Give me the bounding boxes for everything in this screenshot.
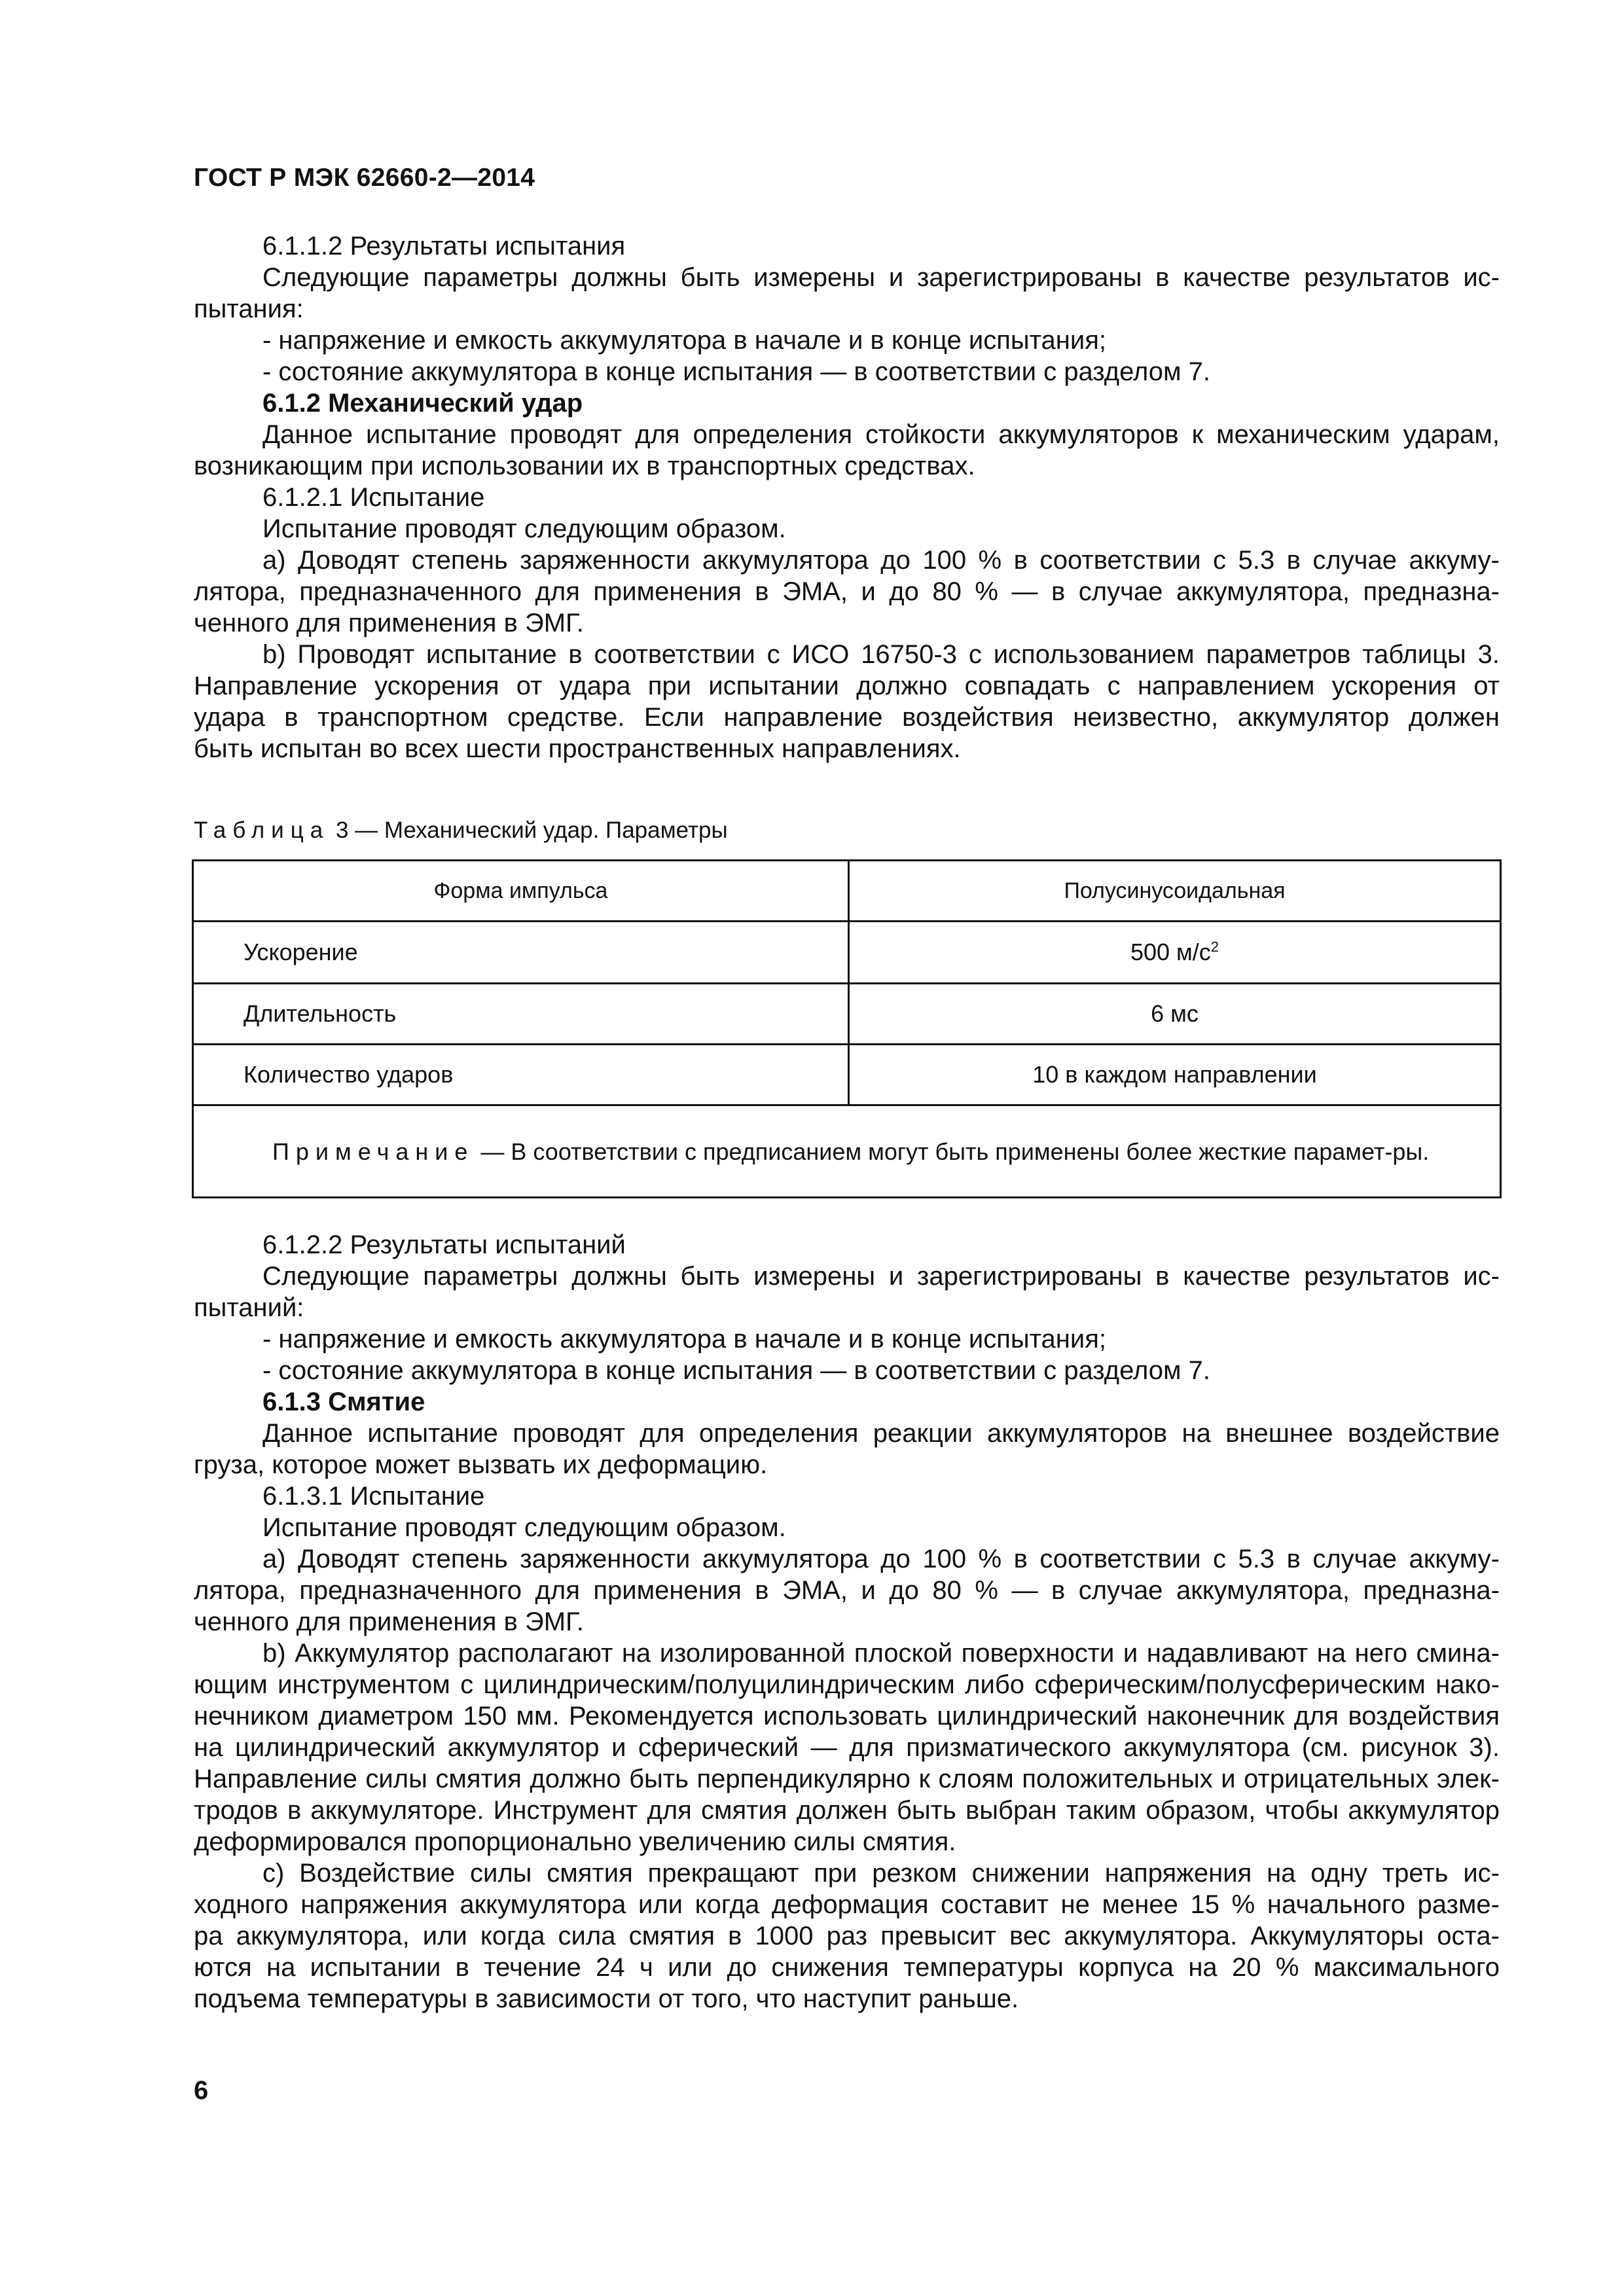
table-cell-label: Длительность: [193, 984, 849, 1045]
document-header: ГОСТ Р МЭК 62660-2—2014: [194, 164, 535, 192]
table-cell-label: Количество ударов: [193, 1045, 849, 1105]
list-item-a-continuation: ченного для применения в ЭМГ.: [194, 1607, 584, 1636]
list-item-b-continuation: ющим инструментом с цилиндрическим/полуцилиндрическим либо сферическим/полусферическим нако-: [194, 1670, 1500, 1699]
paragraph: Испытание проводят следующим образом.: [262, 514, 786, 543]
subsection-heading: 6.1.1.2 Результаты испытания: [262, 232, 626, 260]
paragraph: Следующие параметры должны быть измерены и зарегистрированы в качестве результатов ис-: [262, 1262, 1500, 1291]
list-item-c: c) Воздействие силы смятия прекращают при резком снижении напряжения на одну треть ис-: [262, 1859, 1500, 1888]
paragraph-continuation: пытания:: [194, 295, 304, 323]
table-caption-text: 3 — Механический удар. Параметры: [329, 817, 728, 843]
note-text: — В соответствии с предписанием могут быть применены более жесткие парамет-ры.: [474, 1138, 1430, 1165]
list-item-c-continuation: ра аккумулятора, или когда сила смятия в 1000 раз превысит вес аккумулятора. Аккумуляторы оста-: [194, 1922, 1500, 1950]
subsection-heading: 6.1.3.1 Испытание: [262, 1482, 485, 1511]
table-cell-value: 10 в каждом направлении: [849, 1045, 1501, 1105]
list-item-c-continuation: подъема температуры в зависимости от того, что наступит раньше.: [194, 1984, 1019, 2013]
section-heading: 6.1.2 Механический удар: [262, 389, 583, 418]
subsection-heading: 6.1.2.1 Испытание: [262, 483, 485, 512]
table-header-row: [193, 861, 1501, 922]
parameters-table: [192, 859, 1502, 1198]
table-row: [193, 984, 1501, 1045]
table-note-row: [193, 1105, 1501, 1198]
section-6-1-1-2-and-6-1-2: [194, 230, 1500, 764]
table-caption-prefix: Таблица: [194, 817, 330, 843]
list-item-b-continuation: быть испытан во всех шести пространственных направлениях.: [194, 734, 961, 763]
list-item-b: b) Проводят испытание в соответствии с ИСО 16750-3 с использованием параметров таблицы 3.: [262, 640, 1500, 669]
list-item-a: a) Доводят степень заряженности аккумулятора до 100 % в соответствии с 5.3 в случае аккуму-: [262, 1545, 1500, 1573]
table-header-cell: Полусинусоидальная: [849, 861, 1501, 922]
list-item: - состояние аккумулятора в конце испытания — в соответствии с разделом 7.: [262, 357, 1210, 386]
paragraph-continuation: груза, которое может вызвать их деформацию.: [194, 1450, 768, 1479]
table-note: [193, 1105, 1501, 1198]
subsection-heading: 6.1.2.2 Результаты испытаний: [262, 1230, 626, 1259]
list-item: - напряжение и емкость аккумулятора в начале и в конце испытания;: [262, 326, 1107, 355]
section-heading: 6.1.3 Смятие: [262, 1388, 425, 1416]
list-item-c-continuation: ются на испытании в течение 24 ч или до снижения температуры корпуса на 20 % максимального: [194, 1953, 1500, 1982]
paragraph: Следующие параметры должны быть измерены и зарегистрированы в качестве результатов ис-: [262, 263, 1500, 292]
list-item-a: a) Доводят степень заряженности аккумулятора до 100 % в соответствии с 5.3 в случае аккуму-: [262, 546, 1500, 575]
list-item-b-continuation: на цилиндрический аккумулятор и сферический — для призматического аккумулятора (см. рисунок 3).: [194, 1733, 1500, 1762]
paragraph: Данное испытание проводят для определения стойкости аккумуляторов к механическим ударам,: [262, 420, 1500, 449]
paragraph-continuation: возникающим при использовании их в транспортных средствах.: [194, 452, 975, 480]
table-cell-value: [849, 922, 1501, 984]
paragraph-continuation: пытаний:: [194, 1293, 304, 1322]
list-item-b-continuation: Направление ускорения от удара при испытании должно совпадать с направлением ускорения от: [194, 672, 1500, 700]
list-item: - напряжение и емкость аккумулятора в начале и в конце испытания;: [262, 1325, 1107, 1354]
table-cell-value: 6 мс: [849, 984, 1501, 1045]
list-item-b-continuation: деформировался пропорционально увеличению силы смятия.: [194, 1827, 956, 1856]
list-item-b-continuation: удара в транспортном средстве. Если направление воздействия неизвестно, аккумулятор должен: [194, 703, 1500, 732]
list-item-a-continuation: лятора, предназначенного для применения в ЭМА, и до 80 % — в случае аккумулятора, предназна-: [194, 1576, 1500, 1605]
table-header-cell: Форма импульса: [193, 861, 849, 922]
table-cell-label: Ускорение: [193, 922, 849, 984]
paragraph: Данное испытание проводят для определения реакции аккумуляторов на внешнее воздействие: [262, 1419, 1500, 1448]
table-row: [193, 922, 1501, 984]
list-item-b-continuation: Направление силы смятия должно быть перпендикулярно к слоям положительных и отрицательных элек-: [194, 1765, 1500, 1793]
acceleration-value: 500 м/с: [1130, 939, 1211, 965]
superscript: 2: [1210, 939, 1219, 955]
table-row: [193, 1045, 1501, 1105]
table-caption: [194, 817, 728, 844]
paragraph: Испытание проводят следующим образом.: [262, 1513, 786, 1542]
note-prefix: Примечание: [272, 1138, 475, 1165]
list-item-b: b) Аккумулятор располагают на изолированной плоской поверхности и надавливают на него смина-: [262, 1639, 1500, 1668]
list-item-b-continuation: нечником диаметром 150 мм. Рекомендуется использовать цилиндрический наконечник для воздействия: [194, 1702, 1500, 1731]
list-item: - состояние аккумулятора в конце испытания — в соответствии с разделом 7.: [262, 1356, 1210, 1385]
section-6-1-2-2-and-6-1-3: [194, 1229, 1500, 2015]
page-number: 6: [194, 2076, 209, 2105]
list-item-a-continuation: ченного для применения в ЭМГ.: [194, 609, 584, 637]
list-item-a-continuation: лятора, предназначенного для применения в ЭМА, и до 80 % — в случае аккумулятора, предназна-: [194, 577, 1500, 606]
list-item-b-continuation: тродов в аккумуляторе. Инструмент для смятия должен быть выбран таким образом, чтобы аккумулятор: [194, 1796, 1500, 1825]
list-item-c-continuation: ходного напряжения аккумулятора или когда деформация составит не менее 15 % начального разме-: [194, 1890, 1500, 1919]
